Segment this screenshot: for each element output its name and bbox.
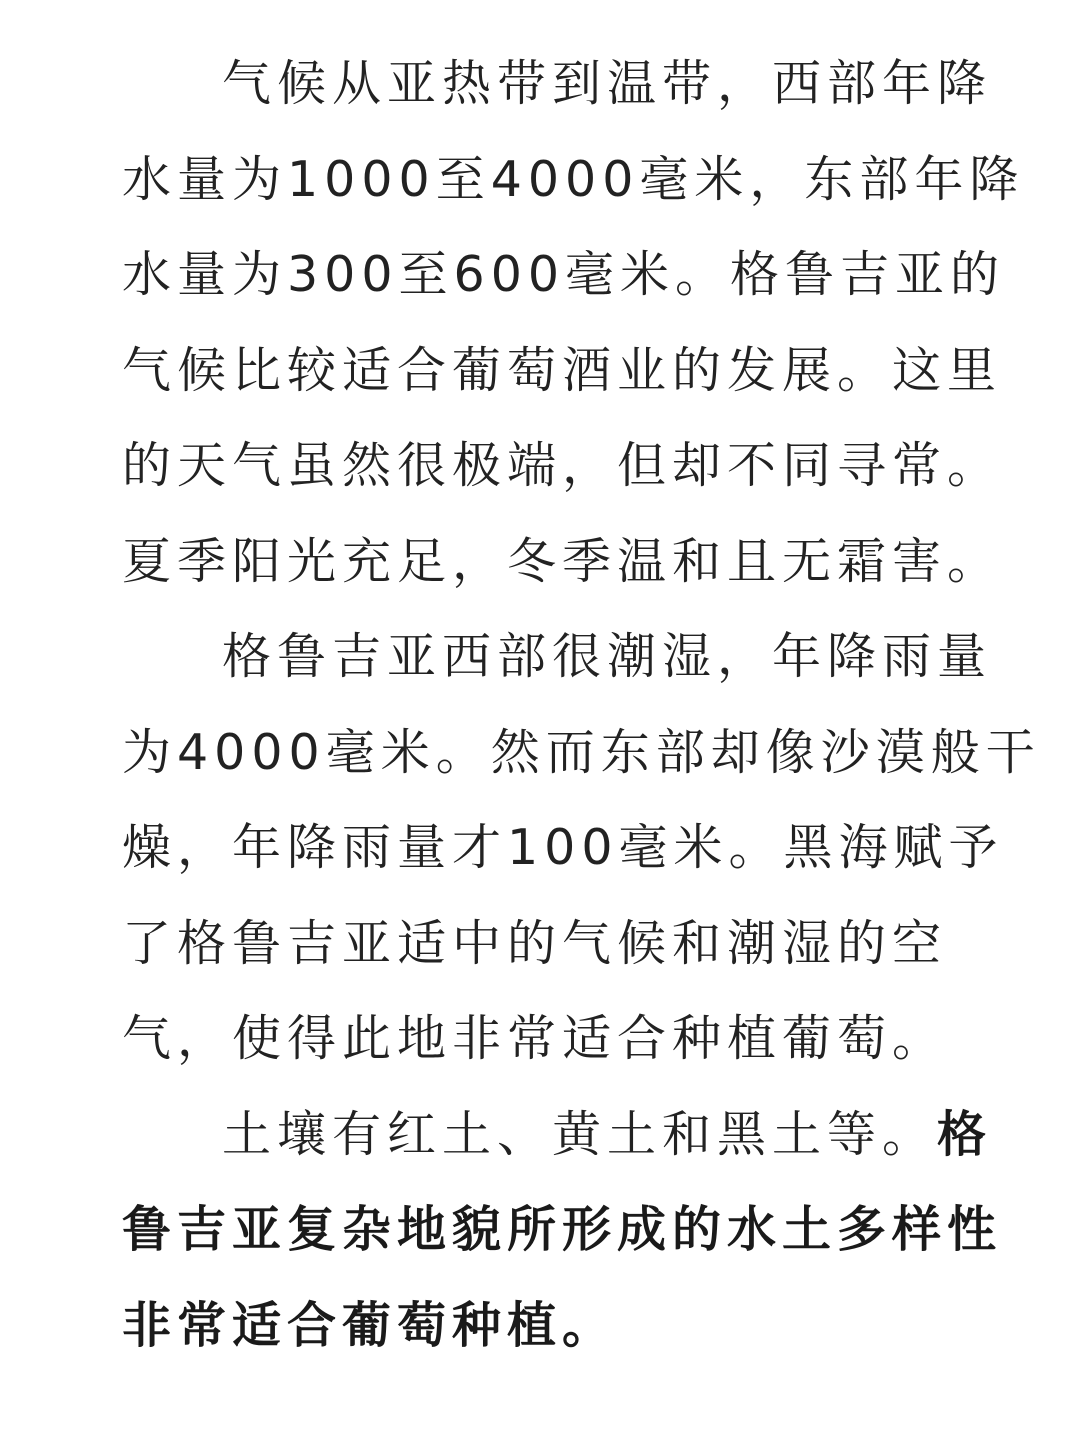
- emphasis-line: 非常适合葡萄种植。: [122, 1296, 618, 1354]
- text-line: 水量为1000至4000毫米，东部年降: [122, 150, 1025, 208]
- text-line: 夏季阳光充足，冬季温和且无霜害。: [122, 532, 1003, 590]
- text-line: 气候比较适合葡萄酒业的发展。这里: [122, 341, 1003, 399]
- soil-text: 土壤有红土、黄土和黑土等。: [222, 1105, 938, 1163]
- text-line: 了格鲁吉亚适中的气候和潮湿的空: [122, 914, 948, 972]
- emphasis-line: 鲁吉亚复杂地貌所形成的水土多样性: [122, 1201, 1003, 1258]
- text-line: 水量为300至600毫米。格鲁吉亚的: [122, 246, 1006, 303]
- text-line: 格鲁吉亚西部很潮湿，年降雨量: [222, 628, 993, 685]
- emphasis-text: 格: [937, 1105, 993, 1163]
- paragraph-rainfall: [122, 609, 1041, 1087]
- text-line: 燥，年降雨量才100毫米。黑海赋予: [122, 819, 1004, 876]
- text-line: 为4000毫米。然而东部却像沙漠般干: [122, 723, 1041, 781]
- text-line: 气，使得此地非常适合种植葡萄。: [122, 1010, 948, 1067]
- text-line: [122, 1087, 993, 1183]
- text-line: 气候从亚热带到温带，西部年降: [222, 55, 993, 112]
- text-line: 的天气虽然很极端，但却不同寻常。: [122, 437, 1003, 494]
- paragraph-soil: [122, 1087, 1003, 1374]
- paragraph-climate: [122, 36, 1025, 609]
